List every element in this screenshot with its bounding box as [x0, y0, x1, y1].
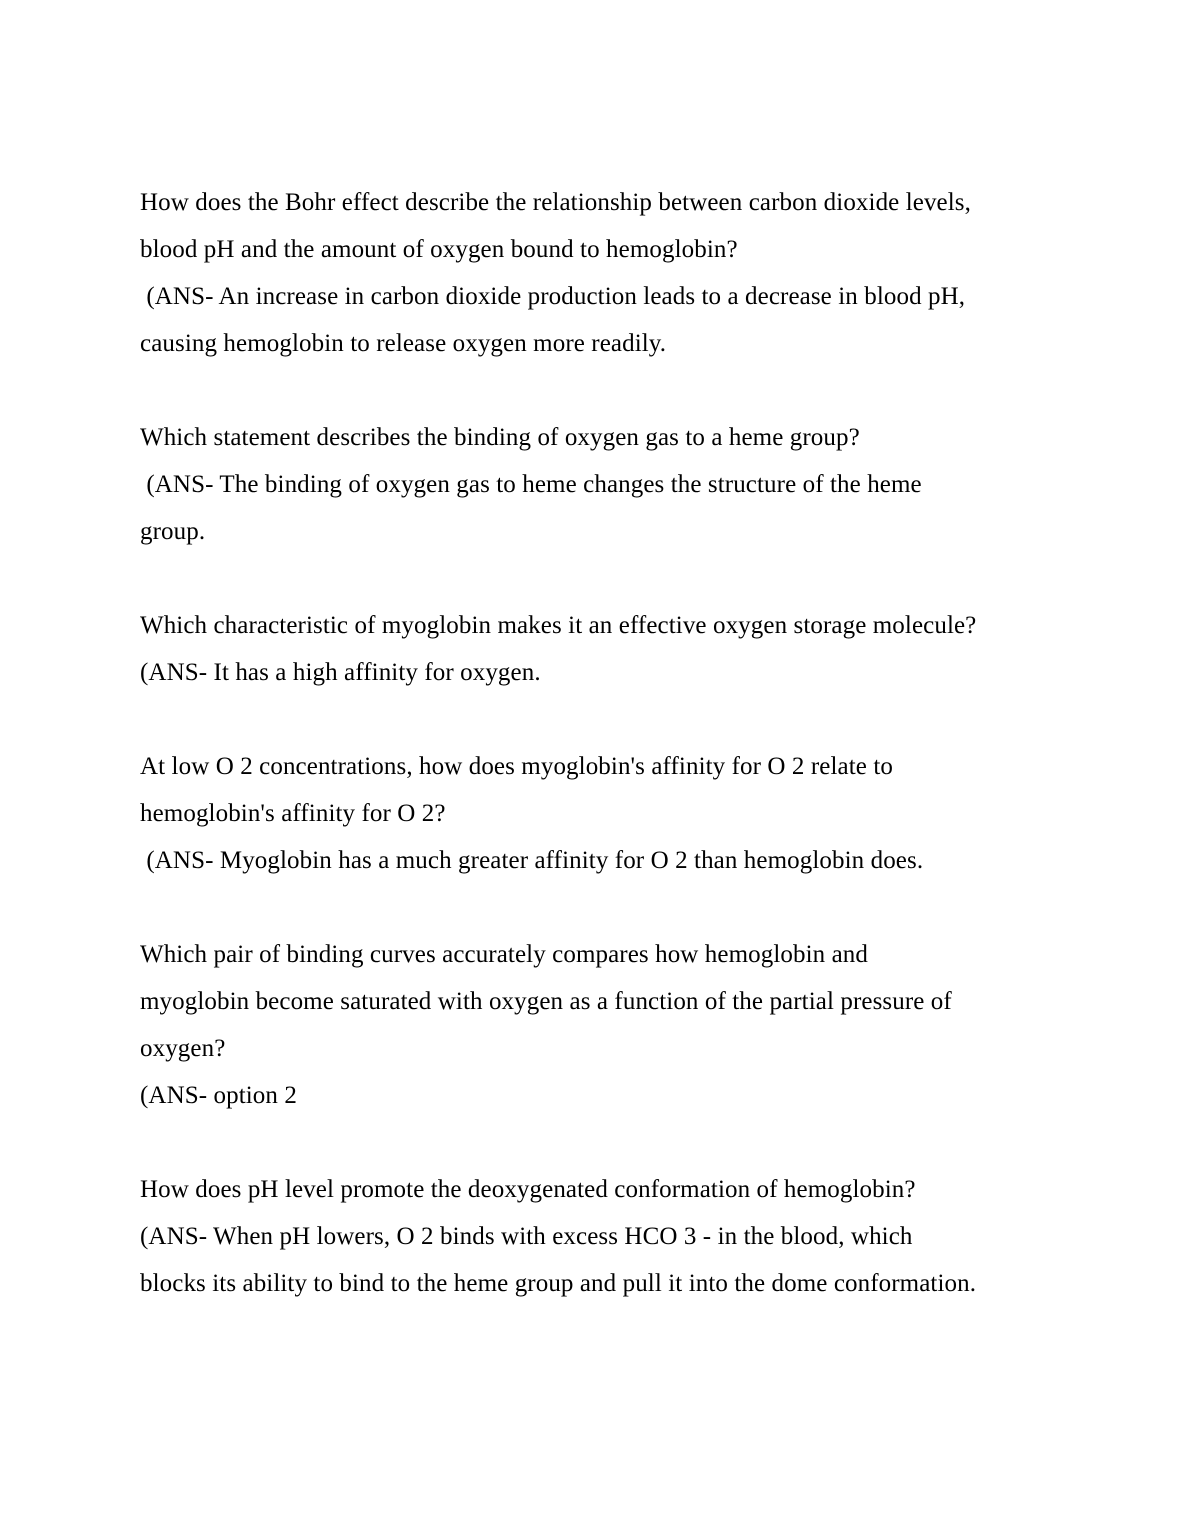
- qa-block-heme-binding: [140, 414, 1055, 555]
- text-line: Which characteristic of myoglobin makes it an effective oxygen storage molecule?: [140, 612, 977, 639]
- text-line: (ANS- option 2: [140, 1082, 297, 1109]
- text-line: How does the Bohr effect describe the relationship between carbon dioxide levels,: [140, 189, 971, 216]
- qa-block-low-o2-affinity: [140, 743, 1055, 884]
- qa-block-binding-curves: [140, 931, 1055, 1119]
- text-line: At low O 2 concentrations, how does myoglobin's affinity for O 2 relate to: [140, 753, 893, 780]
- text-line: (ANS- An increase in carbon dioxide production leads to a decrease in blood pH,: [140, 283, 966, 310]
- qa-block-bohr-effect: [140, 179, 1055, 367]
- text-line: (ANS- When pH lowers, O 2 binds with excess HCO 3 - in the blood, which: [140, 1223, 913, 1250]
- text-line: (ANS- The binding of oxygen gas to heme changes the structure of the heme: [140, 471, 922, 498]
- text-line: Which pair of binding curves accurately compares how hemoglobin and: [140, 941, 868, 968]
- text-line: myoglobin become saturated with oxygen as a function of the partial pressure of: [140, 988, 952, 1015]
- text-line: Which statement describes the binding of oxygen gas to a heme group?: [140, 424, 860, 451]
- text-line: (ANS- Myoglobin has a much greater affinity for O 2 than hemoglobin does.: [140, 847, 924, 874]
- text-line: oxygen?: [140, 1035, 226, 1062]
- text-line: blood pH and the amount of oxygen bound to hemoglobin?: [140, 236, 738, 263]
- text-line: blocks its ability to bind to the heme group and pull it into the dome conformation.: [140, 1270, 977, 1297]
- text-line: group.: [140, 518, 206, 545]
- text-line: How does pH level promote the deoxygenated conformation of hemoglobin?: [140, 1176, 916, 1203]
- text-line: (ANS- It has a high affinity for oxygen.: [140, 659, 541, 686]
- qa-block-ph-conformation: [140, 1166, 1055, 1307]
- text-line: causing hemoglobin to release oxygen more readily.: [140, 330, 667, 357]
- qa-block-myoglobin-storage: [140, 602, 1055, 696]
- text-line: hemoglobin's affinity for O 2?: [140, 800, 446, 827]
